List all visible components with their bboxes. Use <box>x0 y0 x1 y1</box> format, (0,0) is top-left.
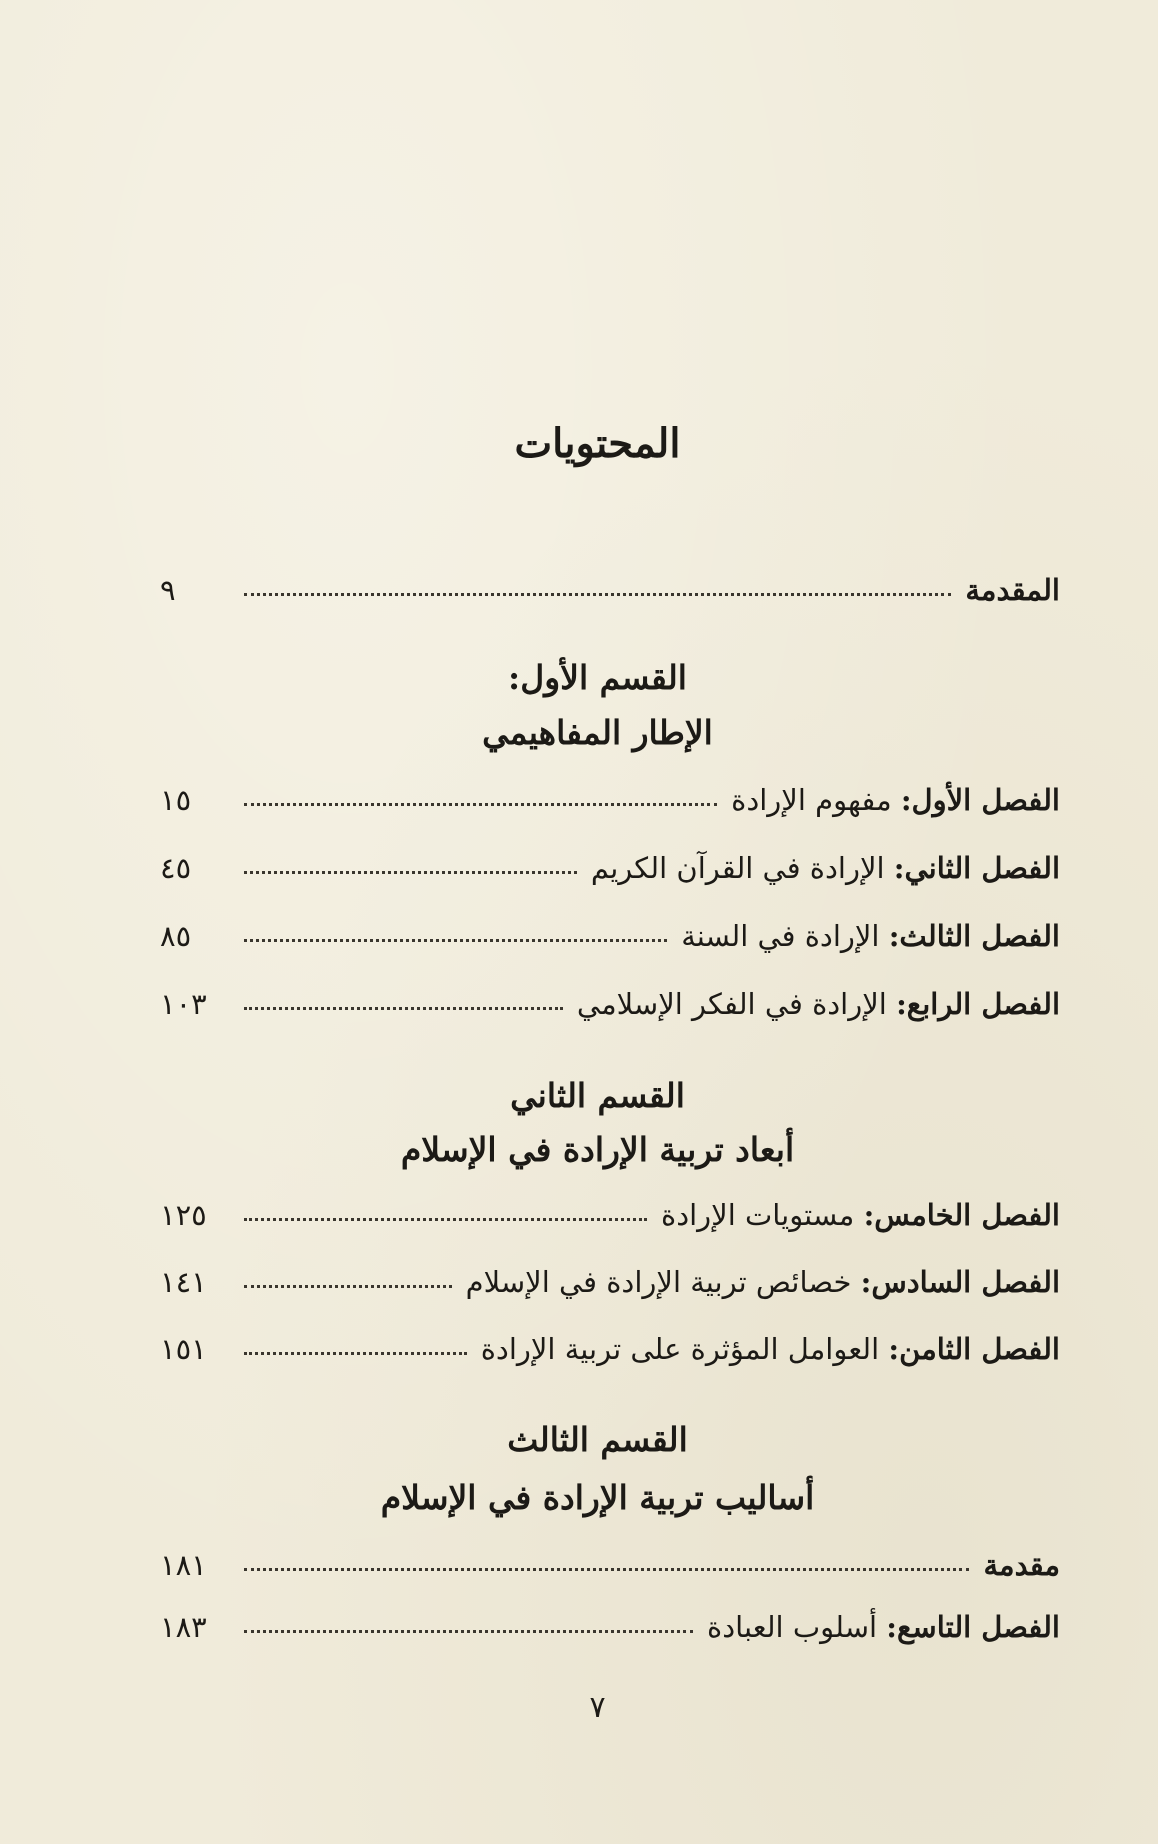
chapter-prefix: الفصل التاسع: <box>886 1610 1060 1644</box>
dot-leader <box>244 937 667 942</box>
chapter-title: مفهوم الإرادة <box>731 783 892 817</box>
chapter-prefix: الفصل الثامن: <box>888 1332 1060 1366</box>
page-number: ١٨٣ <box>160 1610 207 1644</box>
entry-label: مقدمة <box>983 1548 1060 1582</box>
chapter-prefix: الفصل الخامس: <box>863 1198 1060 1232</box>
chapter-prefix: الفصل الأول: <box>900 783 1060 817</box>
chapter-prefix: الفصل الثالث: <box>888 919 1060 953</box>
part-three-subtitle: أساليب تربية الإرادة في الإسلام <box>380 1478 815 1517</box>
chapter-title: مستويات الإرادة <box>661 1198 855 1232</box>
entry-label: المقدمة <box>965 573 1060 607</box>
dot-leader <box>244 1283 452 1288</box>
chapter-title: أسلوب العبادة <box>707 1610 878 1644</box>
toc-entry-chapter <box>160 1602 1060 1652</box>
page-title: المحتويات <box>514 420 681 467</box>
page-number: ١٢٥ <box>160 1198 207 1232</box>
page-number: ١٥ <box>160 783 192 817</box>
page-number: ١٨١ <box>160 1548 207 1582</box>
chapter-title: خصائص تربية الإرادة في الإسلام <box>465 1265 852 1299</box>
chapter-prefix: الفصل الثاني: <box>893 851 1060 885</box>
part-two-heading: القسم الثاني <box>510 1076 685 1115</box>
chapter-title: الإرادة في الفكر الإسلامي <box>576 987 887 1021</box>
page-number: ٤٥ <box>160 851 192 885</box>
chapter-prefix: الفصل السادس: <box>860 1265 1060 1299</box>
toc-entry-chapter <box>160 1324 1060 1374</box>
chapter-title: الإرادة في القرآن الكريم <box>590 851 885 885</box>
page-number: ٩ <box>160 573 176 607</box>
toc-entry-introduction <box>160 1540 1060 1590</box>
dot-leader <box>244 801 717 806</box>
part-three-heading: القسم الثالث <box>507 1420 688 1459</box>
chapter-title: العوامل المؤثرة على تربية الإرادة <box>480 1332 880 1366</box>
page-number: ٨٥ <box>160 919 192 953</box>
chapter-title: الإرادة في السنة <box>681 919 880 953</box>
part-one-subtitle: الإطار المفاهيمي <box>482 713 713 752</box>
toc-entry-chapter <box>160 911 1060 961</box>
dot-leader <box>244 869 577 874</box>
part-one-heading: القسم الأول: <box>508 658 687 697</box>
part-two-subtitle: أبعاد تربية الإرادة في الإسلام <box>400 1130 795 1169</box>
dot-leader <box>244 1005 563 1010</box>
page-number: ١٥١ <box>160 1332 207 1366</box>
toc-entry-chapter <box>160 979 1060 1029</box>
dot-leader <box>244 1566 969 1571</box>
toc-entry-introduction <box>160 565 1060 615</box>
dot-leader <box>244 591 951 596</box>
toc-entry-chapter <box>160 1257 1060 1307</box>
page-number: ١٤١ <box>160 1265 207 1299</box>
dot-leader <box>244 1628 693 1633</box>
page-number: ١٠٣ <box>160 987 207 1021</box>
dot-leader <box>244 1216 647 1221</box>
toc-entry-chapter <box>160 1190 1060 1240</box>
toc-entry-chapter <box>160 843 1060 893</box>
chapter-prefix: الفصل الرابع: <box>896 987 1060 1021</box>
dot-leader <box>244 1350 467 1355</box>
toc-entry-chapter <box>160 775 1060 825</box>
page-folio-number: ٧ <box>589 1690 606 1725</box>
